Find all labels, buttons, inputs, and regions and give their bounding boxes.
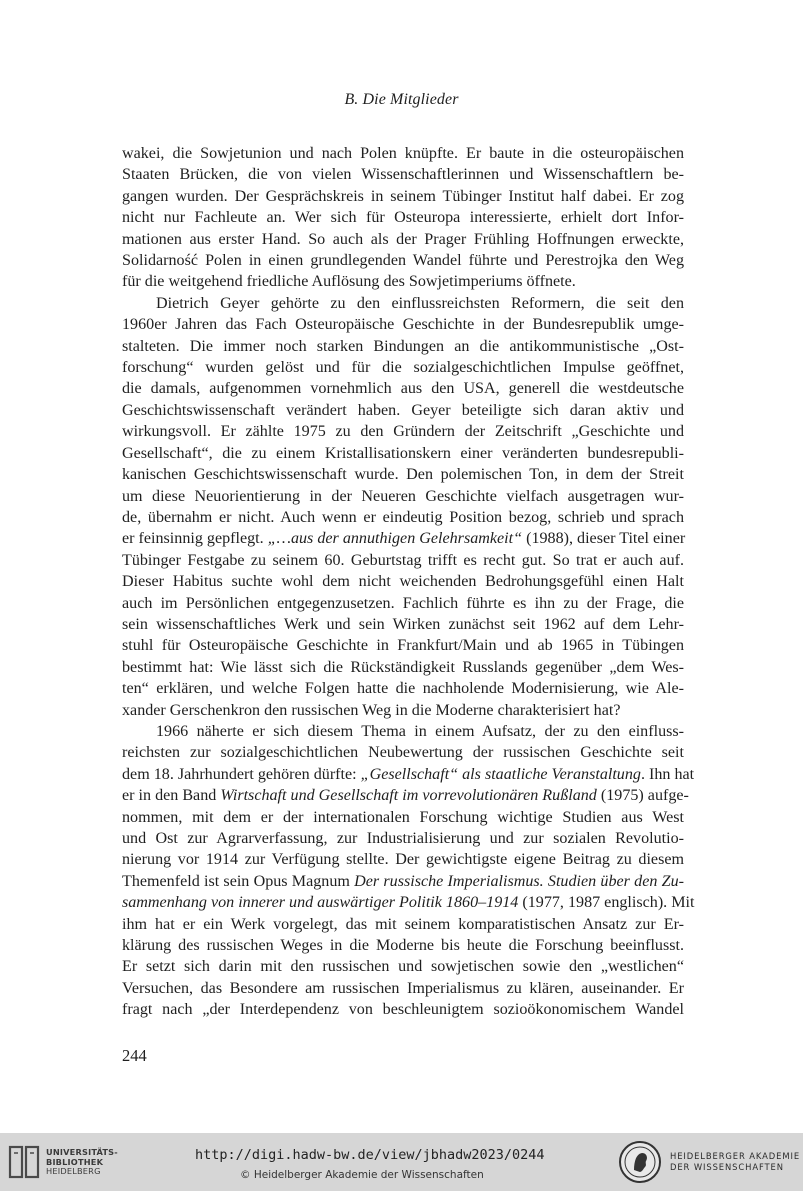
text-run: wakei, die Sowjetunion und nach Polen knüpfte. Er baute in die osteuropäischen bbox=[122, 145, 684, 162]
library-logo-line: HEIDELBERG bbox=[46, 1166, 101, 1177]
academy-logo-text bbox=[670, 1151, 800, 1173]
text-line bbox=[122, 443, 684, 464]
text-line bbox=[122, 999, 684, 1020]
text-run: Versuchen, das Besondere am russischen Imperialismus zu klären, auseinander. Er bbox=[122, 979, 684, 997]
text-run: für die weitgehend friedliche Auflösung des Sowjetimperiums öffnete. bbox=[122, 273, 576, 291]
text-line bbox=[122, 229, 684, 250]
text-run: mationen aus erster Hand. So auch als der Prager Frühling Hoffnungen erweckte, bbox=[122, 230, 684, 248]
text-run: 1966 näherte er sich diesem Thema in einem Aufsatz, der zu den einfluss- bbox=[156, 722, 684, 740]
text-line bbox=[122, 528, 684, 549]
text-run: 1960er Jahren das Fach Osteuropäische Geschichte in der Bundesrepublik umge- bbox=[122, 316, 684, 334]
text-run: er in den Band bbox=[122, 787, 221, 805]
text-line bbox=[122, 486, 684, 507]
text-line bbox=[122, 978, 684, 999]
text-run: dem 18. Jahrhundert gehören dürfte: bbox=[122, 765, 361, 783]
text-line bbox=[122, 785, 689, 806]
page-number: 244 bbox=[122, 1046, 147, 1065]
text-line bbox=[122, 143, 684, 164]
text-run: Er setzt sich darin mit den russischen und sowjetischen sowie den „westlichen“ bbox=[122, 958, 684, 976]
text-line bbox=[122, 700, 684, 721]
text-run: Geschichtswissenschaft verändert haben. Geyer beteiligte sich daran aktiv und bbox=[122, 401, 684, 419]
text-line bbox=[122, 871, 684, 892]
text-line bbox=[122, 293, 684, 314]
italic-title: sammenhang von innerer und auswärtiger Politik 1860–1914 bbox=[122, 894, 519, 912]
text-line bbox=[122, 935, 684, 956]
library-logo-line: UNIVERSITÄTS- bbox=[46, 1147, 118, 1157]
italic-title: Wirtschaft und Gesellschaft im vorrevolutionären Rußland bbox=[220, 787, 597, 805]
academy-seal-icon bbox=[618, 1140, 662, 1184]
text-line bbox=[122, 593, 684, 614]
text-line bbox=[122, 357, 684, 378]
body-text bbox=[122, 143, 695, 1021]
text-run: er feinsinnig gepflegt. bbox=[122, 530, 268, 548]
text-run: und Ost zur Agrarverfassung, zur Industrialisierung und zur sozialen Revolutio- bbox=[122, 830, 684, 847]
running-head: B. Die Mitglieder bbox=[344, 91, 459, 108]
text-run: reichsten zur sozialgeschichtlichen Neubewertung der russischen Geschichte seit bbox=[122, 744, 684, 762]
text-run: (1975) aufge- bbox=[596, 787, 689, 805]
text-line bbox=[122, 614, 684, 635]
text-line bbox=[122, 421, 684, 442]
text-line bbox=[122, 400, 684, 421]
academy-logo-line: DER WISSENSCHAFTEN bbox=[670, 1162, 784, 1172]
text-line bbox=[122, 721, 684, 742]
copyright-notice: © Heidelberger Akademie der Wissenschaften bbox=[240, 1169, 484, 1181]
text-run: Gesellschaft“, die zu einem Kristallisationskern einer veränderten bundesrepubli- bbox=[122, 444, 684, 462]
text-line bbox=[122, 550, 684, 571]
text-run: die damals, aufgenommen vornehmlich aus den USA, generell die westdeutsche bbox=[122, 380, 684, 398]
text-run: wirkungsvoll. Er zählte 1975 zu den Gründern der Zeitschrift „Geschichte und bbox=[122, 423, 684, 441]
text-line bbox=[122, 571, 684, 592]
text-run: ihm hat er ein Werk vorgelegt, das mit seinem komparatistischen Ansatz zur Er- bbox=[122, 915, 684, 933]
university-library-logo[interactable] bbox=[8, 1142, 123, 1182]
text-run: Themenfeld ist sein Opus Magnum bbox=[122, 872, 355, 890]
text-run: klärung des russischen Weges in die Moderne bis heute die Forschung beeinflusst. bbox=[122, 937, 684, 955]
library-logo-line: BIBLIOTHEK bbox=[46, 1156, 104, 1167]
academy-logo[interactable] bbox=[618, 1137, 801, 1187]
text-run: nicht nur Fachleute an. Wer sich für Osteuropa interessierte, erhielt dort Infor- bbox=[122, 209, 684, 227]
footer-bar bbox=[0, 1133, 803, 1191]
text-line bbox=[122, 807, 684, 828]
text-run: nommen, mit dem er der internationalen Forschung wichtige Studien aus West bbox=[122, 808, 684, 826]
text-run: (1988), dieser Titel einer bbox=[522, 530, 686, 548]
text-run: Dietrich Geyer gehörte zu den einflussreichsten Reformern, die seit den bbox=[156, 294, 684, 312]
text-run: forschung“ wurden gelöst und für die sozialgeschichtlichen Impulse geöffnet, bbox=[122, 359, 684, 377]
text-line bbox=[122, 657, 684, 678]
text-line bbox=[122, 892, 695, 913]
text-line bbox=[122, 250, 684, 271]
academy-logo-line: HEIDELBERGER AKADEMIE bbox=[670, 1151, 801, 1161]
text-line bbox=[122, 764, 695, 785]
italic-title: „…aus der annuthigen Gelehrsamkeit“ bbox=[267, 530, 523, 548]
text-line bbox=[122, 164, 684, 185]
text-line bbox=[122, 378, 684, 399]
text-run: sein wissenschaftliches Werk und sein Wirken zunächst seit 1962 auf dem Lehr- bbox=[122, 615, 684, 633]
text-line bbox=[122, 186, 684, 207]
text-run: fragt nach „der Interdependenz von beschleunigtem sozioökonomischem Wandel bbox=[122, 1001, 684, 1019]
text-line bbox=[122, 956, 684, 977]
text-run: auch im Persönlichen entgegenzusetzen. Fachlich führte es ihn zu der Frage, die bbox=[122, 594, 684, 612]
text-line bbox=[122, 207, 684, 228]
text-run: (1977, 1987 englisch). Mit bbox=[518, 894, 695, 912]
text-line bbox=[122, 828, 684, 849]
text-run: xander Gerschenkron den russischen Weg in die Moderne charakterisiert hat? bbox=[122, 701, 621, 719]
text-run: stuhl für Osteuropäische Geschichte in Frankfurt/Main und ab 1965 in Tübingen bbox=[122, 637, 684, 655]
text-line bbox=[122, 635, 684, 656]
italic-title: „Gesellschaft“ als staatliche Veranstaltung bbox=[360, 765, 641, 783]
library-book-icon bbox=[8, 1145, 40, 1179]
text-run: nierung vor 1914 zur Verfügung stellte. Der gewichtigste eigene Beitrag zu diesem bbox=[122, 851, 684, 869]
text-line bbox=[122, 314, 684, 335]
text-run: Tübinger Festgabe zu seinem 60. Geburtstag trifft es recht gut. So trat er auch auf. bbox=[122, 551, 684, 569]
text-run: ten“ erklären, und welche Folgen hatte die nachholende Modernisierung, wie Ale- bbox=[122, 680, 684, 698]
text-run: Solidarność Polen in einen grundlegenden Wandel führte und Perestrojka den Weg bbox=[122, 252, 684, 270]
text-run: . Ihn hat bbox=[640, 765, 695, 783]
text-line bbox=[122, 507, 684, 528]
text-line bbox=[122, 678, 684, 699]
text-line bbox=[122, 742, 684, 763]
permalink-url[interactable]: http://digi.hadw-bw.de/view/jbhadw2023/0244 bbox=[195, 1147, 545, 1163]
text-line bbox=[122, 271, 684, 292]
text-run: um diese Neuorientierung in der Neueren Geschichte vielfach ausgetragen wur- bbox=[122, 487, 684, 505]
text-run: gangen wurden. Der Gesprächskreis in seinem Tübinger Institut half dabei. Er zog bbox=[122, 187, 684, 205]
text-run: stalteten. Die immer noch starken Bindungen an die antikommunistische „Ost- bbox=[122, 337, 684, 355]
italic-title: Der russische Imperialismus. Studien über den Zu- bbox=[354, 872, 684, 890]
text-run: bestimmt hat: Wie lässt sich die Rückständigkeit Russlands gegenüber „dem Wes- bbox=[122, 658, 684, 676]
text-line bbox=[122, 914, 684, 935]
text-line bbox=[122, 336, 684, 357]
text-run: de, übernahm er nicht. Auch wenn er eindeutig Position bezog, schrieb und sprach bbox=[122, 508, 684, 526]
text-line bbox=[122, 849, 684, 870]
library-logo-text bbox=[46, 1148, 118, 1177]
text-run: kanischen Geschichtswissenschaft wurde. Den polemischen Ton, in dem der Streit bbox=[122, 466, 684, 484]
text-run: Dieser Habitus suchte wohl dem nicht weichenden Bedrohungsgefühl einen Halt bbox=[122, 573, 684, 591]
text-run: Staaten Brücken, die von vielen Wissenschaftlerinnen und Wissenschaftlern be- bbox=[122, 166, 684, 184]
text-line bbox=[122, 464, 684, 485]
